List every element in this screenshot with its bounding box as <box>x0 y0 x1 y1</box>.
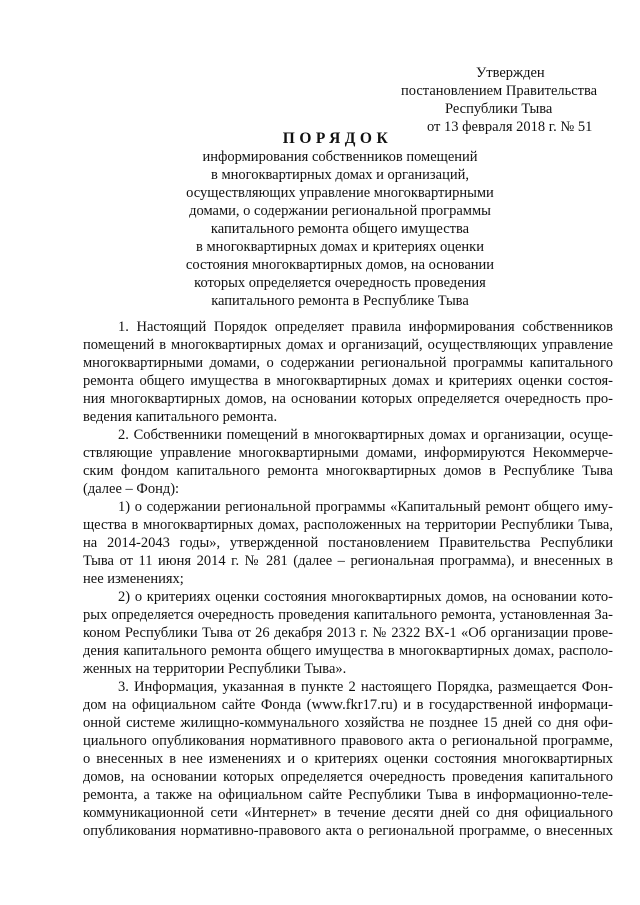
body-line: ведения капитального ремонта. <box>83 409 278 425</box>
body-line: дения капитального ремонта общего имущества в многоквартирных домах, располо- <box>83 643 613 659</box>
body-line: многоквартирными домами, о содержании региональной программы капитального <box>83 355 613 371</box>
approval-line: Республики Тыва <box>445 101 553 117</box>
document-title: ПОРЯДОК <box>282 130 393 147</box>
approval-line: постановлением Правительства <box>401 83 598 99</box>
body-line: домов, на основании которых определяется очередность проведения капитального <box>83 769 613 785</box>
body-line: о внесенных в нее изменениях и о критериях оценки состояния многоквартирных <box>83 751 613 767</box>
subtitle-line: капитального ремонта общего имущества <box>210 221 470 237</box>
subtitle-line: осуществляющих управление многоквартирными <box>186 185 494 201</box>
body-line: ским фондом капитального ремонта многоквартирных домов в Республике Тыва <box>83 463 613 479</box>
body-line: коммуникационной сети «Интернет» в течение десяти дней со дня официального <box>83 805 613 821</box>
body-line: Тыва от 11 июня 2014 г. № 281 (далее – региональная программа), и внесенных в <box>83 553 613 569</box>
body-line: помещений в многоквартирных домах и организаций, осуществляющих управление <box>83 337 613 353</box>
body-line: онной системе жилищно-коммунального хозяйства не позднее 15 дней со дня офи- <box>83 715 613 731</box>
subtitle-line: в многоквартирных домах и организаций, <box>210 167 469 183</box>
body-line: 2) о критериях оценки состояния многоквартирных домов, на основании кото- <box>118 589 613 605</box>
subtitle-line: домами, о содержании региональной программы <box>189 203 491 219</box>
paragraph-2 <box>83 426 613 498</box>
subtitle-line: информирования собственников помещений <box>202 149 478 165</box>
body-line: циального опубликования нормативного правового акта о региональной программе, <box>83 733 613 749</box>
document-body <box>83 318 613 840</box>
paragraph-2-2 <box>83 588 613 678</box>
subtitle-line: в многоквартирных домах и критериях оценки <box>196 239 484 255</box>
body-line: женных на территории Республики Тыва». <box>83 661 347 677</box>
body-line: 1. Настоящий Порядок определяет правила информирования собственников <box>118 319 613 335</box>
body-line: опубликования нормативно-правового акта о региональной программе, о внесенных <box>83 823 613 839</box>
approval-stamp <box>375 64 598 136</box>
body-line: ствляющие управление многоквартирными домами, информируются Некоммерче- <box>83 445 613 461</box>
body-line: ремонта общего имущества в многоквартирных домах и критериях оценки состоя- <box>83 373 613 389</box>
subtitle-line: состояния многоквартирных домов, на основании <box>185 257 495 273</box>
paragraph-3 <box>83 678 613 840</box>
paragraph-2-1 <box>83 498 613 588</box>
body-line: дом на официальном сайте Фонда (www.fkr17.ru) и в государственной информаци- <box>83 697 613 713</box>
body-line: ремонта, а также на официальном сайте Республики Тыва в информационно-теле- <box>83 787 613 803</box>
body-line: 3. Информация, указанная в пункте 2 настоящего Порядка, размещается Фон- <box>118 679 613 695</box>
body-line: коном Республики Тыва от 26 декабря 2013 г. № 2322 ВХ-1 «Об организации прове- <box>83 625 613 641</box>
body-line: (далее – Фонд): <box>83 481 180 497</box>
document-subtitle <box>130 148 550 310</box>
subtitle-line: капитального ремонта в Республике Тыва <box>211 293 469 309</box>
body-line: 1) о содержании региональной программы «Капитальный ремонт общего иму- <box>118 499 613 515</box>
body-line: щества в многоквартирных домах, расположенных на территории Республики Тыва, <box>83 517 613 533</box>
body-line: 2. Собственники помещений в многоквартирных домах и организации, осуще- <box>118 427 613 443</box>
subtitle-line: которых определяется очередность проведения <box>194 275 486 291</box>
body-line: на 2014-2043 годы», утвержденной постановлением Правительства Республики <box>83 535 613 551</box>
body-line: нее изменениях; <box>83 571 184 587</box>
approval-line: Утвержден <box>476 65 545 81</box>
body-line: рых определяется очередность проведения капитального ремонта, установленная За- <box>83 607 613 623</box>
approval-line: от 13 февраля 2018 г. № 51 <box>427 119 593 135</box>
body-line: ния многоквартирных домов, на основании которых определяется очередность про- <box>83 391 613 407</box>
paragraph-1 <box>83 318 613 426</box>
